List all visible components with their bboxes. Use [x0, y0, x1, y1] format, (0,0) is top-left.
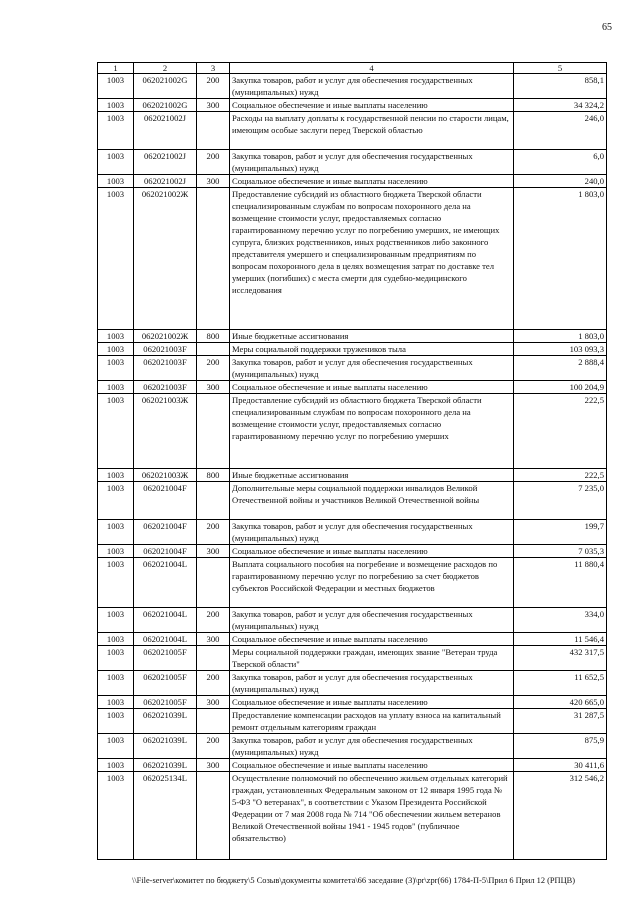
description-cell: Социальное обеспечение и иные выплаты населению — [230, 759, 514, 772]
description-cell: Меры социальной поддержки тружеников тыла — [230, 343, 514, 356]
description-cell: Закупка товаров, работ и услуг для обеспечения государственных (муниципальных) нужд — [230, 356, 514, 381]
amount-cell: 11 546,4 — [514, 633, 607, 646]
amount-cell: 6,0 — [514, 150, 607, 175]
target-article-cell: 062021003F — [134, 343, 197, 356]
table-row — [98, 734, 607, 759]
section-code-cell: 1003 — [98, 381, 134, 394]
table-row — [98, 469, 607, 482]
target-article-cell: 062021002J — [134, 175, 197, 188]
description-cell: Социальное обеспечение и иные выплаты населению — [230, 99, 514, 112]
description-cell: Иные бюджетные ассигнования — [230, 330, 514, 343]
page-number: 65 — [602, 22, 612, 33]
section-code-cell: 1003 — [98, 469, 134, 482]
target-article-cell: 062021003F — [134, 356, 197, 381]
section-code-cell: 1003 — [98, 608, 134, 633]
amount-cell: 858,1 — [514, 74, 607, 99]
section-code-cell: 1003 — [98, 150, 134, 175]
table-row — [98, 343, 607, 356]
table-row — [98, 696, 607, 709]
description-cell: Выплата социального пособия на погребение и возмещение расходов по гарантированному перечню услуг по погребению за счет бюджетов субъектов Российской Федерации и местных бюджетов — [230, 558, 514, 608]
table-row — [98, 482, 607, 520]
amount-cell: 420 665,0 — [514, 696, 607, 709]
section-code-cell: 1003 — [98, 520, 134, 545]
table-row — [98, 608, 607, 633]
expense-type-cell: 300 — [197, 545, 230, 558]
amount-cell: 11 652,5 — [514, 671, 607, 696]
section-code-cell: 1003 — [98, 74, 134, 99]
table-row — [98, 74, 607, 99]
expense-type-cell: 800 — [197, 330, 230, 343]
target-article-cell: 062021002J — [134, 112, 197, 150]
target-article-cell: 062021002G — [134, 74, 197, 99]
amount-cell: 31 287,5 — [514, 709, 607, 734]
amount-cell: 11 880,4 — [514, 558, 607, 608]
description-cell: Социальное обеспечение и иные выплаты населению — [230, 633, 514, 646]
target-article-cell: 062021003Ж — [134, 394, 197, 469]
description-cell: Социальное обеспечение и иные выплаты населению — [230, 696, 514, 709]
expense-type-cell: 200 — [197, 520, 230, 545]
amount-cell: 34 324,2 — [514, 99, 607, 112]
target-article-cell: 062021005F — [134, 671, 197, 696]
amount-cell: 312 546,2 — [514, 772, 607, 860]
description-cell: Социальное обеспечение и иные выплаты населению — [230, 175, 514, 188]
table-row — [98, 112, 607, 150]
target-article-cell: 062021003F — [134, 381, 197, 394]
amount-cell: 7 035,3 — [514, 545, 607, 558]
table-row — [98, 188, 607, 330]
section-code-cell: 1003 — [98, 646, 134, 671]
section-code-cell: 1003 — [98, 759, 134, 772]
expense-type-cell: 300 — [197, 633, 230, 646]
expense-type-cell — [197, 112, 230, 150]
table-row — [98, 394, 607, 469]
description-cell: Предоставление субсидий из областного бюджета Тверской области специализированным службам по вопросам похоронного дела на возмещение стоимости услуг, предоставляемых согласно гарантированному перечню услуг по погребению умерших, не имеющих супруга, близких родственников, иных родственников либо законного представителя умершего и специализированным предприятиям по вопросам похоронного дела в целях возмещения затрат по доставке тел умерших (погибших) с места смерти для судебно-медицинского исследования — [230, 188, 514, 330]
amount-cell: 432 317,5 — [514, 646, 607, 671]
section-code-cell: 1003 — [98, 482, 134, 520]
table-row — [98, 520, 607, 545]
section-code-cell: 1003 — [98, 671, 134, 696]
expense-type-cell — [197, 343, 230, 356]
section-code-cell: 1003 — [98, 696, 134, 709]
target-article-cell: 062021004F — [134, 545, 197, 558]
description-cell: Закупка товаров, работ и услуг для обеспечения государственных (муниципальных) нужд — [230, 74, 514, 99]
table-body — [98, 74, 607, 860]
description-cell: Социальное обеспечение и иные выплаты населению — [230, 545, 514, 558]
expense-type-cell — [197, 394, 230, 469]
expense-type-cell — [197, 646, 230, 671]
table-row — [98, 381, 607, 394]
expense-type-cell — [197, 772, 230, 860]
table-row — [98, 99, 607, 112]
table-row — [98, 633, 607, 646]
column-header: 3 — [197, 63, 230, 74]
column-header: 1 — [98, 63, 134, 74]
amount-cell: 1 803,0 — [514, 330, 607, 343]
target-article-cell: 062021039L — [134, 759, 197, 772]
description-cell: Меры социальной поддержки граждан, имеющих звание "Ветеран труда Тверской области" — [230, 646, 514, 671]
target-article-cell: 062021004F — [134, 520, 197, 545]
table-row — [98, 772, 607, 860]
section-code-cell: 1003 — [98, 558, 134, 608]
section-code-cell: 1003 — [98, 545, 134, 558]
section-code-cell: 1003 — [98, 772, 134, 860]
target-article-cell: 062021002Ж — [134, 188, 197, 330]
description-cell: Закупка товаров, работ и услуг для обеспечения государственных (муниципальных) нужд — [230, 608, 514, 633]
description-cell: Дополнительные меры социальной поддержки инвалидов Великой Отечественной войны и участников Великой Отечественной войны — [230, 482, 514, 520]
target-article-cell: 062021004F — [134, 482, 197, 520]
table-row — [98, 330, 607, 343]
section-code-cell: 1003 — [98, 175, 134, 188]
table-header-row — [98, 63, 607, 74]
expense-type-cell: 200 — [197, 671, 230, 696]
table-row — [98, 545, 607, 558]
description-cell: Закупка товаров, работ и услуг для обеспечения государственных (муниципальных) нужд — [230, 734, 514, 759]
expense-type-cell: 200 — [197, 74, 230, 99]
expense-type-cell: 200 — [197, 150, 230, 175]
section-code-cell: 1003 — [98, 99, 134, 112]
amount-cell: 246,0 — [514, 112, 607, 150]
table-row — [98, 150, 607, 175]
section-code-cell: 1003 — [98, 356, 134, 381]
expense-type-cell — [197, 709, 230, 734]
amount-cell: 103 093,3 — [514, 343, 607, 356]
target-article-cell: 062021002G — [134, 99, 197, 112]
target-article-cell: 062021002J — [134, 150, 197, 175]
table-row — [98, 671, 607, 696]
section-code-cell: 1003 — [98, 734, 134, 759]
target-article-cell: 062021002Ж — [134, 330, 197, 343]
table-row — [98, 709, 607, 734]
amount-cell: 222,5 — [514, 394, 607, 469]
amount-cell: 2 888,4 — [514, 356, 607, 381]
amount-cell: 7 235,0 — [514, 482, 607, 520]
description-cell: Закупка товаров, работ и услуг для обеспечения государственных (муниципальных) нужд — [230, 520, 514, 545]
section-code-cell: 1003 — [98, 394, 134, 469]
description-cell: Иные бюджетные ассигнования — [230, 469, 514, 482]
target-article-cell: 062025134L — [134, 772, 197, 860]
section-code-cell: 1003 — [98, 343, 134, 356]
target-article-cell: 062021004L — [134, 558, 197, 608]
expense-type-cell: 200 — [197, 608, 230, 633]
amount-cell: 334,0 — [514, 608, 607, 633]
description-cell: Социальное обеспечение и иные выплаты населению — [230, 381, 514, 394]
amount-cell: 1 803,0 — [514, 188, 607, 330]
description-cell: Предоставление компенсации расходов на уплату взноса на капитальный ремонт отдельным категориям граждан — [230, 709, 514, 734]
target-article-cell: 062021005F — [134, 696, 197, 709]
expense-type-cell — [197, 188, 230, 330]
amount-cell: 222,5 — [514, 469, 607, 482]
section-code-cell: 1003 — [98, 330, 134, 343]
expense-type-cell: 300 — [197, 696, 230, 709]
footer-file-path: \\File-server\комитет по бюджету\5 Созыв\документы комитета\66 заседание (3)\pr\zpr(66) 1784-П-5\Прил 6 Прил 12 (РПЦВ) — [132, 876, 576, 885]
section-code-cell: 1003 — [98, 633, 134, 646]
target-article-cell: 062021005F — [134, 646, 197, 671]
table-row — [98, 759, 607, 772]
amount-cell: 30 411,6 — [514, 759, 607, 772]
column-header: 4 — [230, 63, 514, 74]
expense-type-cell: 300 — [197, 99, 230, 112]
target-article-cell: 062021004L — [134, 608, 197, 633]
expense-type-cell: 200 — [197, 734, 230, 759]
amount-cell: 875,9 — [514, 734, 607, 759]
column-header: 2 — [134, 63, 197, 74]
amount-cell: 199,7 — [514, 520, 607, 545]
expense-type-cell — [197, 558, 230, 608]
description-cell: Предоставление субсидий из областного бюджета Тверской области специализированным службам по вопросам похоронного дела на возмещение стоимости услуг, предоставляемых согласно гарантированному перечню услуг по погребению умерших — [230, 394, 514, 469]
expense-type-cell: 800 — [197, 469, 230, 482]
section-code-cell: 1003 — [98, 709, 134, 734]
amount-cell: 240,0 — [514, 175, 607, 188]
table-row — [98, 646, 607, 671]
target-article-cell: 062021003Ж — [134, 469, 197, 482]
target-article-cell: 062021039L — [134, 709, 197, 734]
description-cell: Закупка товаров, работ и услуг для обеспечения государственных (муниципальных) нужд — [230, 671, 514, 696]
expense-type-cell: 300 — [197, 759, 230, 772]
table-row — [98, 558, 607, 608]
amount-cell: 100 204,9 — [514, 381, 607, 394]
table-row — [98, 175, 607, 188]
budget-table — [97, 62, 607, 860]
section-code-cell: 1003 — [98, 112, 134, 150]
expense-type-cell: 300 — [197, 175, 230, 188]
description-cell: Закупка товаров, работ и услуг для обеспечения государственных (муниципальных) нужд — [230, 150, 514, 175]
table-row — [98, 356, 607, 381]
target-article-cell: 062021004L — [134, 633, 197, 646]
expense-type-cell: 300 — [197, 381, 230, 394]
section-code-cell: 1003 — [98, 188, 134, 330]
expense-type-cell: 200 — [197, 356, 230, 381]
expense-type-cell — [197, 482, 230, 520]
description-cell: Осуществление полномочий по обеспечению жильем отдельных категорий граждан, установленных Федеральным законом от 12 января 1995 года № 5-ФЗ "О ветеранах", в соответствии с Указом Президента Российской Федерации от 7 мая 2008 года № 714 "Об обеспечении жильем ветеранов Великой Отечественной войны 1941 - 1945 годов" (публичное обязательство) — [230, 772, 514, 860]
target-article-cell: 062021039L — [134, 734, 197, 759]
description-cell: Расходы на выплату доплаты к государственной пенсии по старости лицам, имеющим особые заслуги перед Тверской областью — [230, 112, 514, 150]
column-header: 5 — [514, 63, 607, 74]
